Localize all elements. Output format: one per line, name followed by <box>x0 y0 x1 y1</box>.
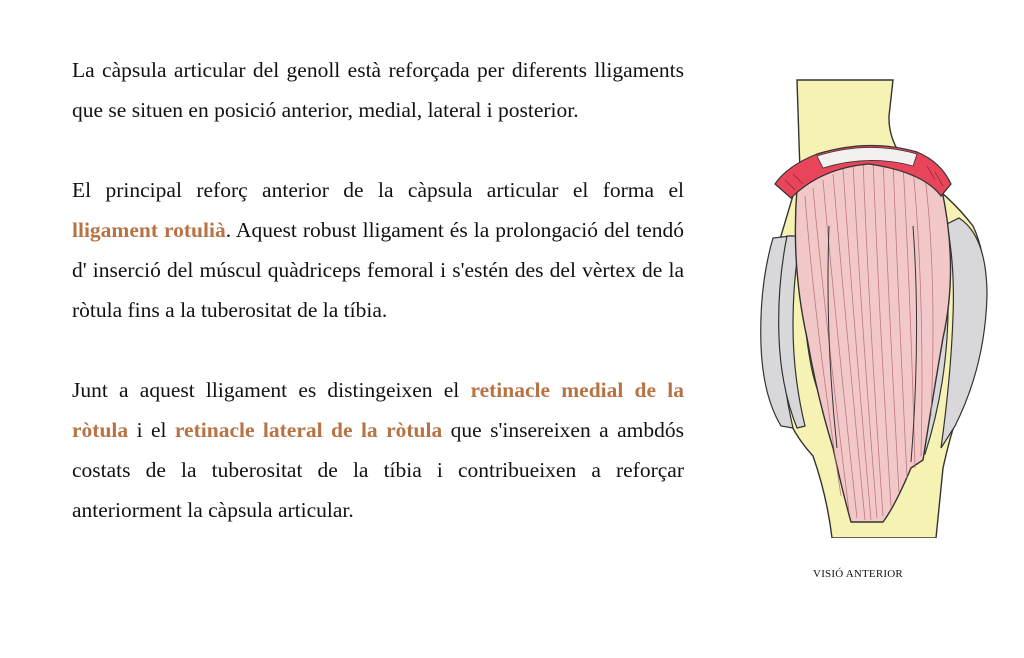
knee-anterior-illustration <box>745 76 1007 538</box>
paragraph-3-text-middle: i el <box>128 418 175 442</box>
text-column <box>72 50 684 570</box>
paragraph-2-text-end: . Aquest robust lligament és la prolongació del tendó d' inserció del múscul quàdriceps femoral i s'estén des del vèrtex de la ròtula fins a la tuberositat de la tíbia. <box>72 218 684 322</box>
paragraph-1-text: La càpsula articular del genoll està reforçada per diferents lligaments que se situen en posició anterior, medial, lateral i posterior. <box>72 58 684 122</box>
paragraph-patellar-ligament <box>72 170 684 330</box>
paragraph-3-text-start: Junt a aquest lligament es distingeixen el <box>72 378 471 402</box>
paragraph-capsule-intro <box>72 50 684 130</box>
figure-caption: VISIÓ ANTERIOR <box>813 568 903 580</box>
paragraph-3-text-end: que s'insereixen a ambdós costats de la tuberositat de la tíbia i contribueixen a reforçar anteriorment la càpsula articular. <box>72 418 684 522</box>
paragraph-2-text-start: El principal reforç anterior de la càpsula articular el forma el <box>72 178 684 202</box>
term-lateral-retinaculum: retinacle lateral de la ròtula <box>174 418 443 442</box>
paragraph-retinacula <box>72 370 684 530</box>
term-patellar-ligament: lligament rotulià <box>72 218 226 242</box>
term-medial-retinaculum: retinacle medial de la ròtula <box>72 378 684 442</box>
